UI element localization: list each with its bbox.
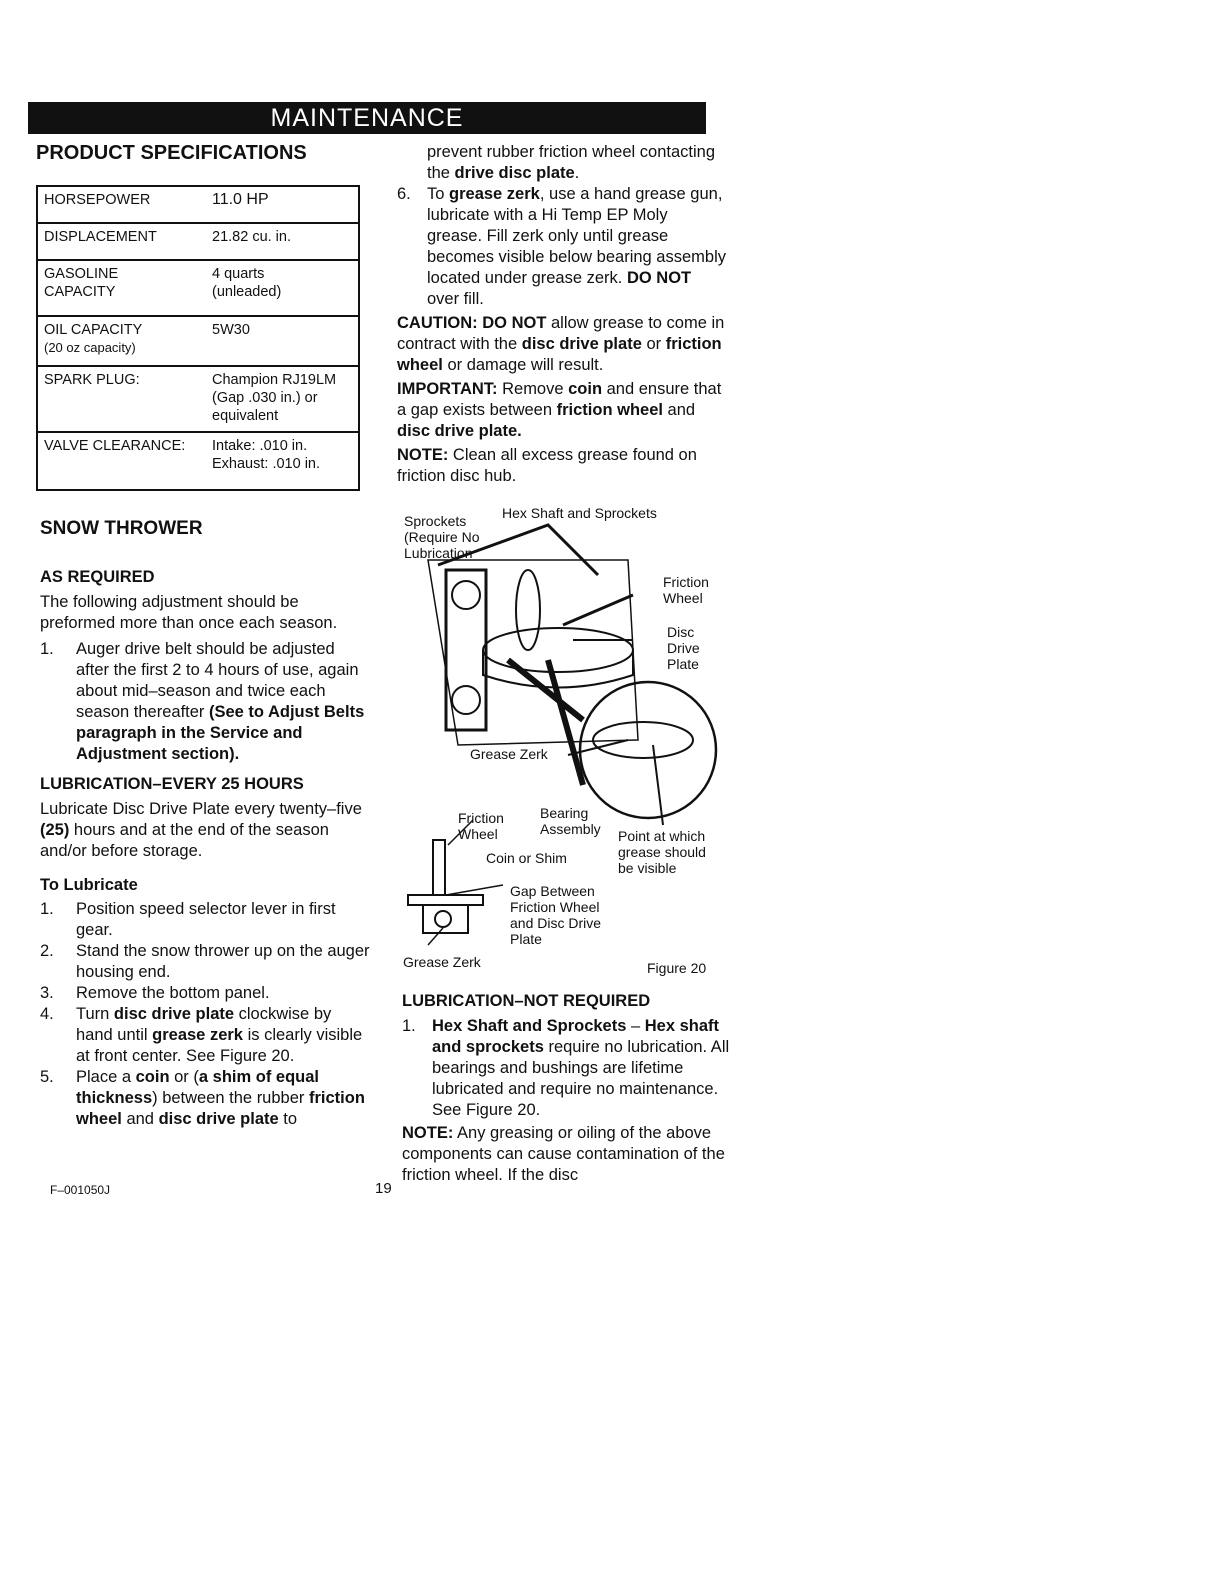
not-required-section <box>402 992 732 1186</box>
snow-heading: SNOW THROWER <box>40 518 203 539</box>
spec-row <box>38 224 358 261</box>
label-plate: Plate <box>667 656 699 672</box>
lube-heading: LUBRICATION–EVERY 25 HOURS <box>40 775 304 793</box>
as-required-section <box>40 568 370 1130</box>
lube-subheading: To Lubricate <box>40 876 138 894</box>
label-point: Point at which <box>618 828 706 844</box>
spec-key: VALVE CLEARANCE: <box>44 438 186 454</box>
label-grease-zerk-2: Grease Zerk <box>403 954 481 970</box>
spec-key: OIL CAPACITY <box>44 322 143 338</box>
list-item: 6. To grease zerk, use a hand grease gun, lubricate with a Hi Temp EP Moly grease. Fill zerk only until grease becomes visible below bearing assembly located under grease zerk. DO NOT over fill. <box>397 185 726 308</box>
spec-value: (Gap .030 in.) or <box>212 390 318 406</box>
label-grease-zerk: Grease Zerk <box>470 746 548 762</box>
label-wheel: Wheel <box>663 590 703 606</box>
label-bearing: Bearing <box>540 805 589 821</box>
right-column <box>397 142 727 487</box>
label-require: (Require No <box>404 529 480 545</box>
spec-value: 4 quarts <box>212 266 265 282</box>
spec-value: (unleaded) <box>212 284 282 300</box>
label-drive: Drive <box>667 640 700 656</box>
label-sprockets: Sprockets <box>404 513 467 529</box>
spec-row <box>38 261 358 317</box>
spec-key: HORSEPOWER <box>44 192 151 208</box>
label-coin-shim: Coin or Shim <box>486 850 567 866</box>
label-gap-3: and Disc Drive <box>510 915 602 931</box>
list-item: 1. Position speed selector lever in first gear. <box>40 900 336 939</box>
spec-key: SPARK PLUG: <box>44 372 140 388</box>
as-required-heading: AS REQUIRED <box>40 568 155 586</box>
figure-20 <box>398 500 728 985</box>
spec-value: 21.82 cu. in. <box>212 229 291 245</box>
list-item: 1. Hex Shaft and Sprockets – Hex shaft and sprockets require no lubrication. All bearings and bushings are lifetime lubricated and require no maintenance. See Figure 20. <box>402 1017 730 1119</box>
spec-value: 5W30 <box>212 322 250 338</box>
spec-row <box>38 433 358 489</box>
list-item: 1. Auger drive belt should be adjusted after the first 2 to 4 hours of use, again about mid–season and twice each season thereafter (See to Adjust Belts paragraph in the Service and Adjustment section). <box>40 640 365 763</box>
spec-row <box>38 187 358 224</box>
label-hex-shaft: Hex Shaft and Sprockets <box>502 505 657 521</box>
spec-row <box>38 367 358 433</box>
important-text: IMPORTANT: Remove coin and ensure that a gap exists between friction wheel and disc drive plate. <box>397 380 722 440</box>
not-required-note: NOTE: Any greasing or oiling of the above components can cause contamination of the friction wheel. If the disc <box>402 1124 725 1184</box>
label-gap-4: Plate <box>510 931 542 947</box>
caution-text: CAUTION: DO NOT allow grease to come in contract with the disc drive plate or friction wheel or damage will result. <box>397 314 725 374</box>
spec-value: Exhaust: .010 in. <box>212 456 321 472</box>
label-friction-wheel: Friction <box>458 810 504 826</box>
document-code: F–001050J <box>50 1183 111 1197</box>
spec-key: (20 oz capacity) <box>44 340 136 355</box>
figure-caption: Figure 20 <box>647 960 707 976</box>
label-gap: Gap Between <box>510 883 595 899</box>
label-point-3: be visible <box>618 860 677 876</box>
label-gap-2: Friction Wheel <box>510 899 600 915</box>
spec-value: equivalent <box>212 408 279 424</box>
spec-key: DISPLACEMENT <box>44 229 157 245</box>
section-banner: MAINTENANCE <box>28 102 706 134</box>
spec-heading: PRODUCT SPECIFICATIONS <box>36 142 307 164</box>
not-required-heading: LUBRICATION–NOT REQUIRED <box>402 992 651 1010</box>
spec-row <box>38 317 358 367</box>
spec-value: Intake: .010 in. <box>212 438 308 454</box>
label-assembly: Assembly <box>540 821 601 837</box>
spec-key: CAPACITY <box>44 284 116 300</box>
label-disc: Disc <box>667 624 695 640</box>
page-number: 19 <box>375 1180 392 1197</box>
spec-key: GASOLINE <box>44 266 119 282</box>
step5-continued: prevent rubber friction wheel contacting the drive disc plate. <box>427 143 715 182</box>
label-lubrication: Lubrication <box>404 545 473 561</box>
as-required-intro: The following adjustment should be preformed more than once each season. <box>40 593 338 632</box>
spec-table <box>36 185 360 491</box>
list-item: 2. Stand the snow thrower up on the auger housing end. <box>40 942 370 981</box>
lube-intro: Lubricate Disc Drive Plate every twenty–five (25) hours and at the end of the season and/or before storage. <box>40 800 362 860</box>
list-item: 5. Place a coin or (a shim of equal thickness) between the rubber friction wheel and disc drive plate to <box>40 1068 365 1128</box>
note-text: NOTE: Clean all excess grease found on friction disc hub. <box>397 446 697 485</box>
label-friction-wheel-2: Wheel <box>458 826 498 842</box>
label-friction: Friction <box>663 574 709 590</box>
label-point-2: grease should <box>618 844 706 860</box>
spec-value: 11.0 HP <box>212 191 269 208</box>
list-item: 3. Remove the bottom panel. <box>40 984 270 1002</box>
list-item: 4. Turn disc drive plate clockwise by hand until grease zerk is clearly visible at front center. See Figure 20. <box>40 1005 363 1065</box>
spec-value: Champion RJ19LM <box>212 372 337 388</box>
